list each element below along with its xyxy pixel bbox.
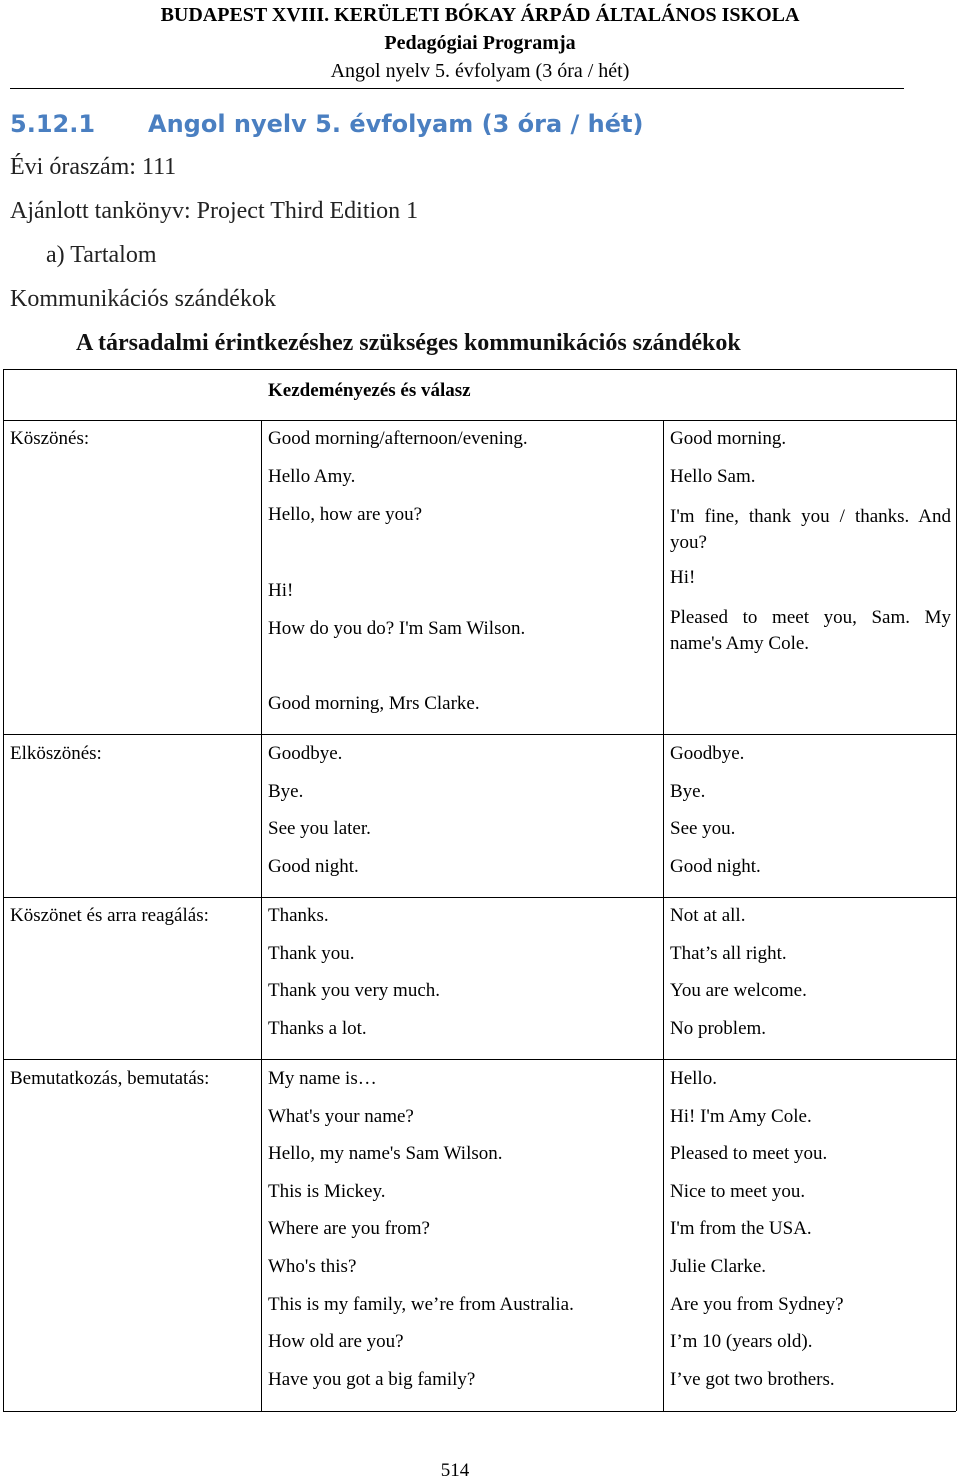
initiation-phrase: Where are you from? [268,1218,430,1240]
initiation-phrase: Hello, my name's Sam Wilson. [268,1143,503,1165]
social-intents-heading: A társadalmi érintkezéshez szükséges kommunikációs szándékok [76,330,741,356]
response-phrase: I'm fine, thank you / thanks. And you? [670,506,951,553]
initiation-phrase: Good morning/afternoon/evening. [268,428,528,449]
row-label: Köszönés: [10,428,90,449]
initiation-phrase: Thanks. [268,905,329,926]
table-header-divider [3,420,956,421]
section-number: 5.12.1 [10,110,96,138]
response-phrase: That’s all right. [670,942,787,964]
initiation-phrase: Thank you very much. [268,980,441,1002]
table-col-divider [663,420,664,1411]
response-phrase: I'm from the USA. [670,1218,812,1240]
initiation-phrase: Good morning, Mrs Clarke. [268,693,480,714]
response-phrase: Hello. [670,1068,717,1089]
initiation-phrase: My name is… [268,1068,377,1089]
initiation-phrase: This is Mickey. [268,1180,386,1202]
table-top-border [3,369,956,370]
row-label: Elköszönés: [10,743,102,764]
response-phrase: Not at all. [670,905,746,926]
initiation-phrase: See you later. [268,818,371,840]
initiation-phrase: How do you do? I'm Sam Wilson. [268,618,526,639]
content-heading: a) Tartalom [46,242,157,268]
section-heading [10,110,643,138]
initiation-phrase: How old are you? [268,1331,404,1353]
initiation-phrase: Thank you. [268,942,355,964]
table-left-border [3,369,4,1411]
initiation-phrase: Have you got a big family? [268,1368,476,1390]
initiation-phrase: Hello Amy. [268,466,356,487]
response-phrase: Are you from Sydney? [670,1293,844,1315]
initiation-phrase: What's your name? [268,1105,414,1127]
response-phrase: Goodbye. [670,743,745,764]
initiation-phrase: Hello, how are you? [268,504,423,525]
header-divider [10,88,904,89]
initiation-phrase: Hi! [268,580,294,601]
row-label: Köszönet és arra reagálás: [10,905,209,926]
section-title: Angol nyelv 5. évfolyam (3 óra / hét) [148,110,644,138]
response-phrase: Julie Clarke. [670,1256,767,1277]
response-phrase: Hi! [670,567,696,588]
subject-subtitle: Angol nyelv 5. évfolyam (3 óra / hét) [330,60,630,82]
response-phrase: Pleased to meet you. [670,1143,828,1165]
initiation-phrase: This is my family, we’re from Australia. [268,1293,574,1315]
table-bottom-border [3,1411,956,1412]
response-phrase: Pleased to meet you, Sam. My name's Amy Cole. [670,607,951,654]
response-phrase: No problem. [670,1017,767,1039]
table-row-divider [3,1059,956,1060]
program-title: Pedagógiai Programja [384,32,576,54]
response-phrase: You are welcome. [670,980,807,1002]
annual-hours: Évi óraszám: 111 [10,154,177,180]
response-phrase: Bye. [670,780,706,802]
initiation-phrase: Goodbye. [268,743,343,764]
row-label: Bemutatkozás, bemutatás: [10,1068,210,1089]
initiation-phrase: Bye. [268,780,304,802]
response-phrase: I’ve got two brothers. [670,1368,835,1390]
recommended-textbook: Ajánlott tankönyv: Project Third Edition 1 [10,198,419,224]
response-phrase: Good night. [670,855,761,877]
table-right-border [956,369,957,1411]
table-header: Kezdeményezés és válasz [268,380,471,401]
response-phrase: Nice to meet you. [670,1180,806,1202]
table-row-divider [3,897,956,898]
response-phrase: Good morning. [670,428,787,449]
initiation-phrase: Thanks a lot. [268,1017,367,1039]
table-row-divider [3,734,956,735]
table-col-divider [261,420,262,1411]
initiation-phrase: Who's this? [268,1256,357,1277]
page-number: 514 [440,1460,470,1481]
response-phrase: See you. [670,818,736,840]
communicative-intents-heading: Kommunikációs szándékok [10,286,276,312]
response-phrase: Hello Sam. [670,466,756,487]
school-name: BUDAPEST XVIII. KERÜLETI BÓKAY ÁRPÁD ÁLTALÁNOS ISKOLA [160,4,800,26]
initiation-phrase: Good night. [268,855,359,877]
response-phrase: I’m 10 (years old). [670,1331,813,1353]
response-phrase: Hi! I'm Amy Cole. [670,1105,812,1127]
